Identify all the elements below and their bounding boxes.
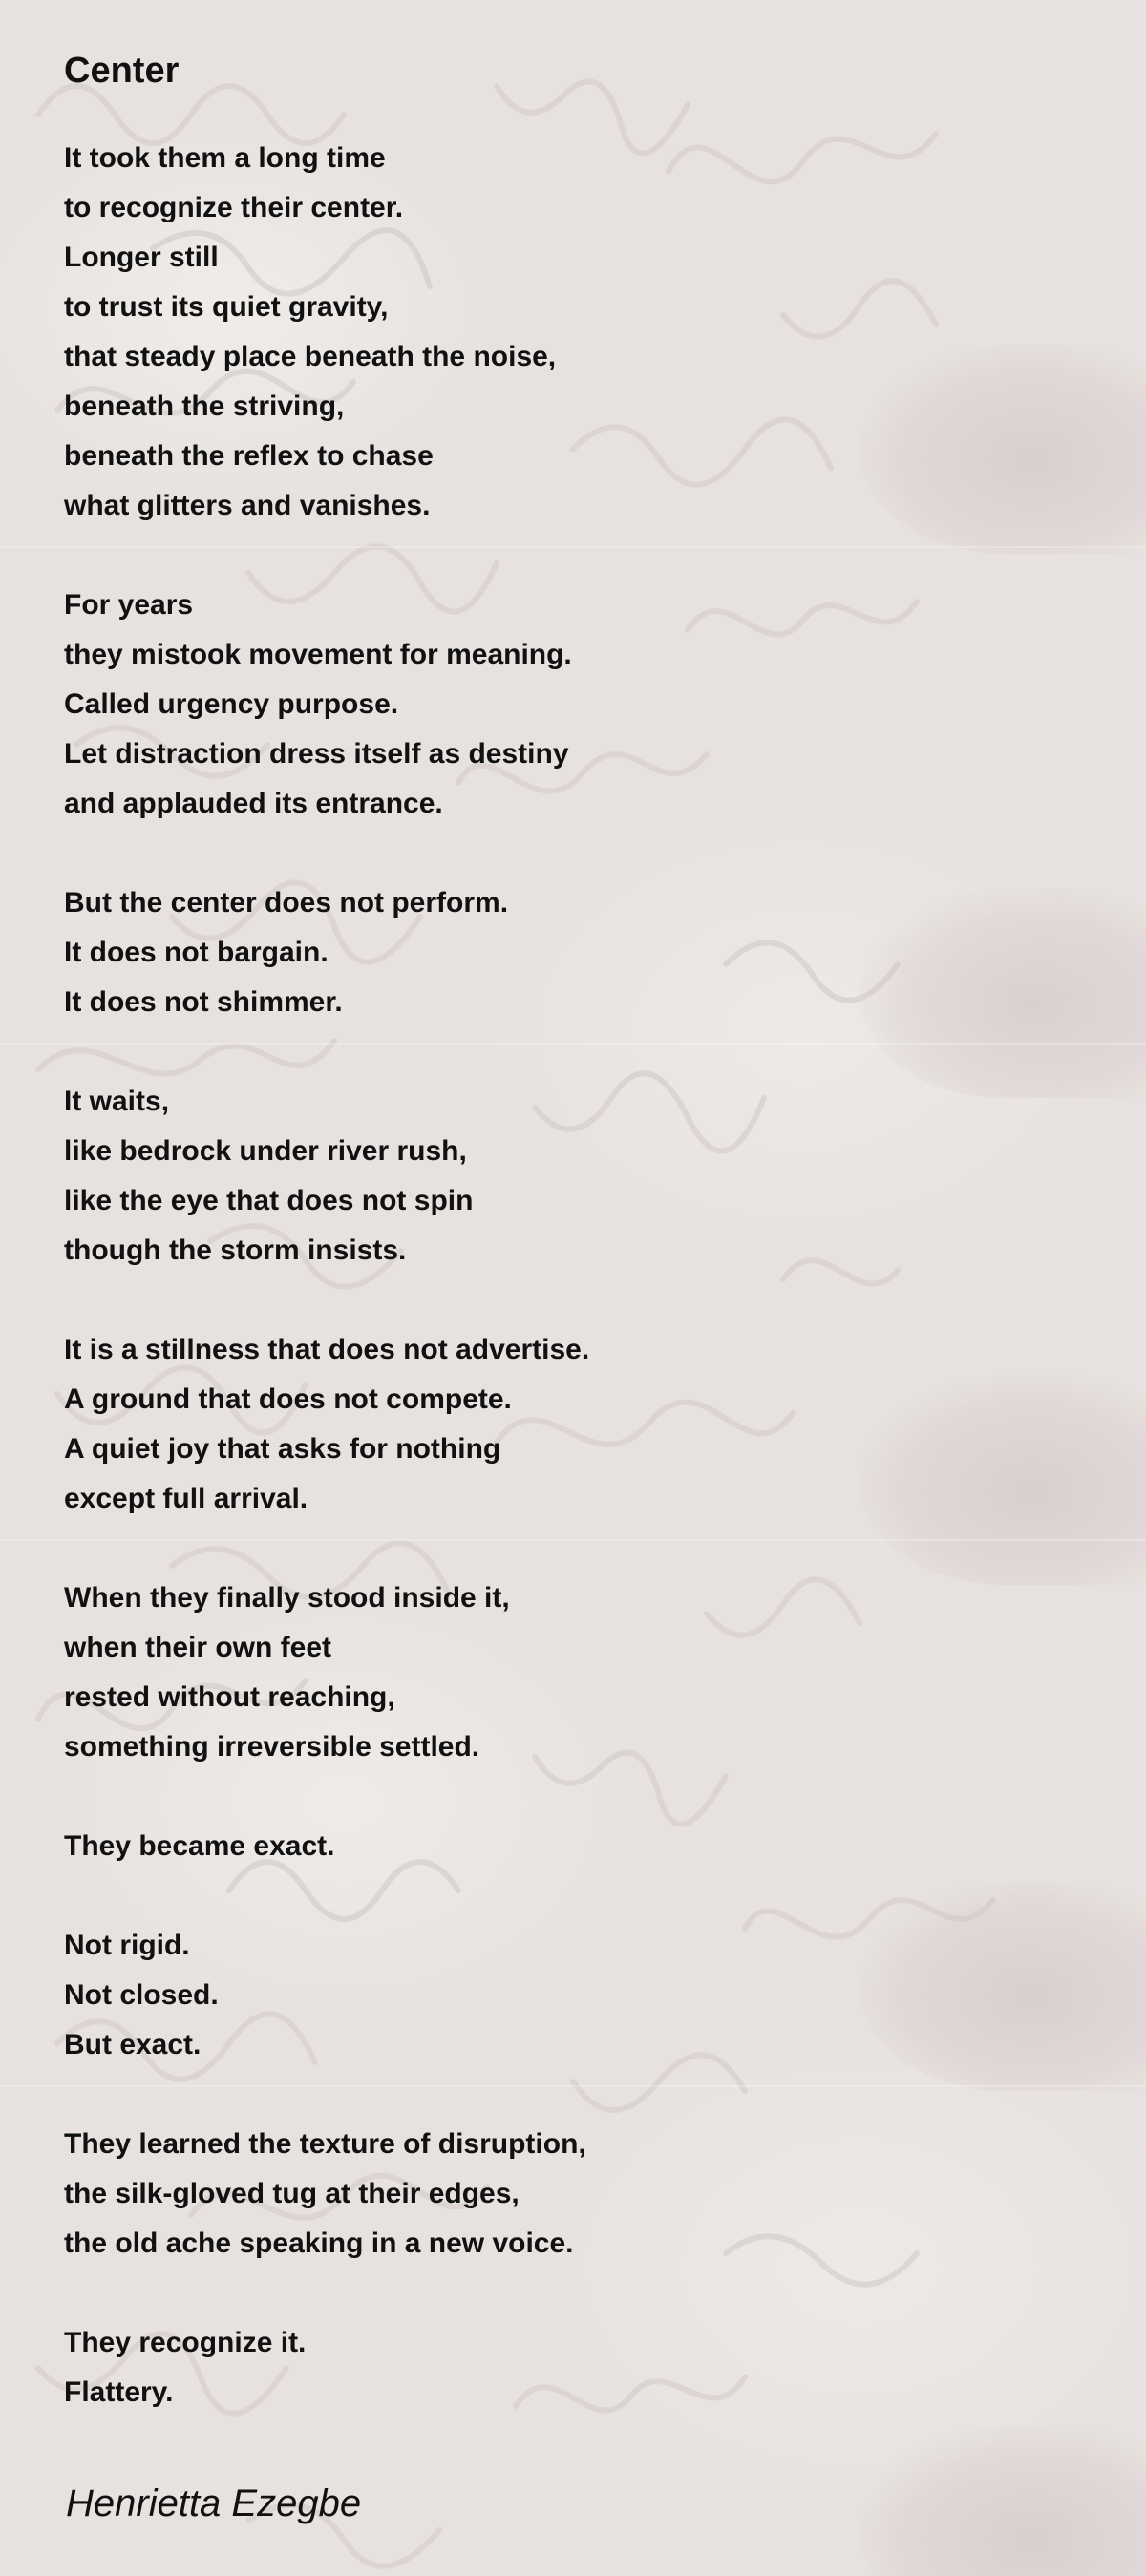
poem-line: Not rigid. — [64, 1930, 190, 1961]
stanza — [64, 878, 1076, 1027]
poem-line: A quiet joy that asks for nothing — [64, 1433, 501, 1465]
poem-line: something irreversible settled. — [64, 1731, 480, 1763]
stanza — [64, 1822, 1076, 1871]
poem-line: But the center does not perform. — [64, 887, 509, 918]
poem-line: though the storm insists. — [64, 1235, 407, 1266]
poem-line: It is a stillness that does not advertise. — [64, 1334, 590, 1365]
poem-line: It does not shimmer. — [64, 986, 343, 1018]
poem-body — [64, 134, 1076, 2418]
poem-line: they mistook movement for meaning. — [64, 639, 572, 670]
poem-line: Flattery. — [64, 2376, 174, 2408]
poem-line: beneath the striving, — [64, 391, 345, 422]
poem-line: like bedrock under river rush, — [64, 1135, 467, 1167]
poem-line: Let distraction dress itself as destiny — [64, 738, 569, 770]
poem-line: what glitters and vanishes. — [64, 490, 431, 521]
poem-line: to recognize their center. — [64, 192, 404, 223]
poem-line: It took them a long time — [64, 142, 386, 174]
poem-line: For years — [64, 589, 194, 621]
poem-line: They recognize it. — [64, 2327, 307, 2358]
poem-line: It waits, — [64, 1086, 170, 1117]
poem-line: except full arrival. — [64, 1483, 308, 1514]
poem-line: When they finally stood inside it, — [64, 1582, 510, 1614]
poem-line: A ground that does not compete. — [64, 1383, 512, 1415]
stanza — [64, 1921, 1076, 2070]
poem-line: when their own feet — [64, 1632, 332, 1663]
poem-title: Center — [64, 51, 180, 91]
stanza — [64, 134, 1076, 531]
poem-line: rested without reaching, — [64, 1681, 395, 1713]
poem-line: that steady place beneath the noise, — [64, 341, 557, 372]
poem-line: They learned the texture of disruption, — [64, 2128, 586, 2160]
poem — [64, 46, 1076, 2418]
poem-line: the silk-gloved tug at their edges, — [64, 2178, 520, 2209]
stanza — [64, 1077, 1076, 1276]
poem-line: Not closed. — [64, 1979, 219, 2011]
poem-line: beneath the reflex to chase — [64, 440, 434, 472]
poem-line: Longer still — [64, 242, 219, 273]
poem-line: But exact. — [64, 2029, 202, 2060]
stanza — [64, 2318, 1076, 2418]
poem-line: It does not bargain. — [64, 937, 329, 968]
poem-line: the old ache speaking in a new voice. — [64, 2228, 574, 2259]
stanza — [64, 1325, 1076, 1524]
poem-line: to trust its quiet gravity, — [64, 291, 389, 323]
poem-author: Henrietta Ezegbe — [66, 2482, 362, 2524]
stanza — [64, 2120, 1076, 2269]
poem-line: Called urgency purpose. — [64, 688, 399, 720]
poem-line: They became exact. — [64, 1830, 335, 1862]
stanza — [64, 1573, 1076, 1772]
poem-line: and applauded its entrance. — [64, 788, 443, 819]
poem-line: like the eye that does not spin — [64, 1185, 474, 1216]
stanza — [64, 581, 1076, 829]
